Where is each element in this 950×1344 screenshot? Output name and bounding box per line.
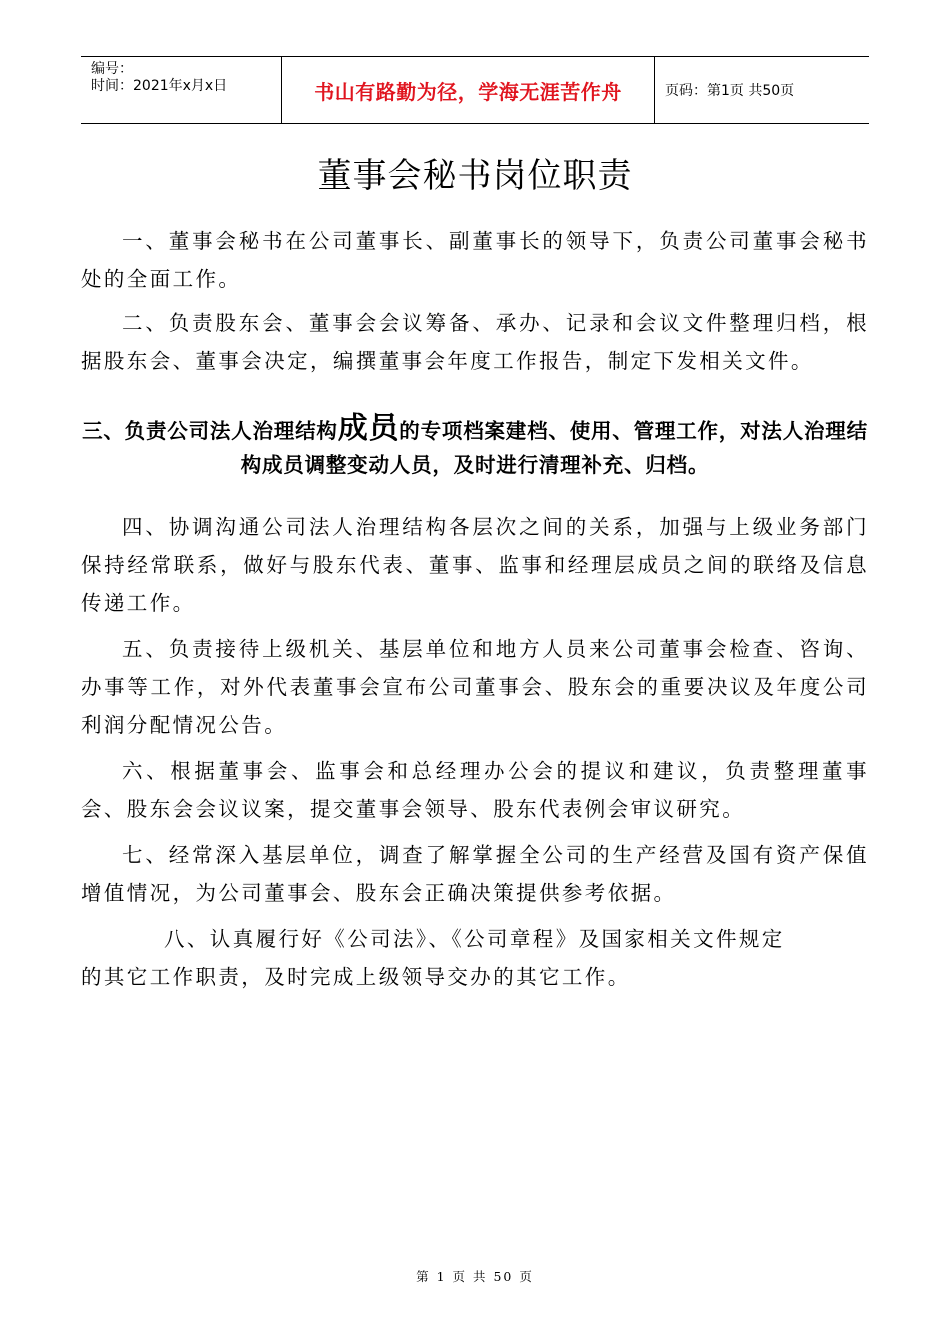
header-table (81, 56, 869, 124)
paragraph-3-before: 三、负责公司法人治理结构 (82, 419, 338, 443)
paragraph-4-block (81, 508, 869, 622)
document-date-label: 时间：2021年x月x日 (91, 78, 228, 94)
paragraph-7-block (81, 836, 869, 912)
paragraph-4: 四、协调沟通公司法人治理结构各层次之间的关系，加强与上级业务部门保持经常联系，做好与股东代表、董事、监事和经理层成员之间的联络及信息传递工作。 (81, 515, 869, 615)
paragraph-3-after: 的专项档案建档、使用、管理工作，对法人治理结构成员调整变动人员，及时进行清理补充、归档。 (240, 419, 868, 477)
paragraph-8-block (81, 920, 869, 996)
paragraph-8-line-1: 八、认真履行好《公司法》、《公司章程》及国家相关文件规定 (164, 927, 785, 951)
paragraph-7: 七、经常深入基层单位，调查了解掌握全公司的生产经营及国有资产保值增值情况，为公司董事会、股东会正确决策提供参考依据。 (81, 843, 869, 905)
paragraph-2: 二、负责股东会、董事会会议筹备、承办、记录和会议文件整理归档，根据股东会、董事会决定，编撰董事会年度工作报告，制定下发相关文件。 (81, 311, 869, 373)
page-footer: 第 1 页 共 50 页 (416, 1269, 534, 1284)
paragraph-8-line-2: 的其它工作职责，及时完成上级领导交办的其它工作。 (81, 965, 631, 989)
header-page-cell (655, 57, 869, 123)
paragraph-5-block (81, 630, 869, 744)
paragraph-1-block (81, 222, 869, 298)
paragraph-6: 六、根据董事会、监事会和总经理办公会的提议和建议，负责整理董事会、股东会会议议案，提交董事会领导、股东代表例会审议研究。 (81, 759, 869, 821)
header-motto: 书山有路勤为径，学海无涯苦作舟 (314, 79, 622, 104)
document-number-label: 编号： (91, 61, 133, 77)
document-title: 董事会秘书岗位职责 (317, 156, 633, 196)
paragraph-2-block (81, 304, 869, 380)
header-page-info: 页码：第1页 共50页 (665, 83, 795, 99)
paragraph-5: 五、负责接待上级机关、基层单位和地方人员来公司董事会检查、咨询、办事等工作，对外代表董事会宣布公司董事会、股东会的重要决议及年度公司利润分配情况公告。 (81, 637, 869, 737)
paragraph-1: 一、董事会秘书在公司董事长、副董事长的领导下，负责公司董事会秘书处的全面工作。 (81, 229, 869, 291)
paragraph-6-block (81, 752, 869, 828)
header-motto-cell (282, 57, 655, 123)
paragraph-3-emphasis: 成员 (337, 411, 400, 446)
paragraph-3 (81, 412, 869, 482)
header-meta-cell (81, 57, 282, 123)
